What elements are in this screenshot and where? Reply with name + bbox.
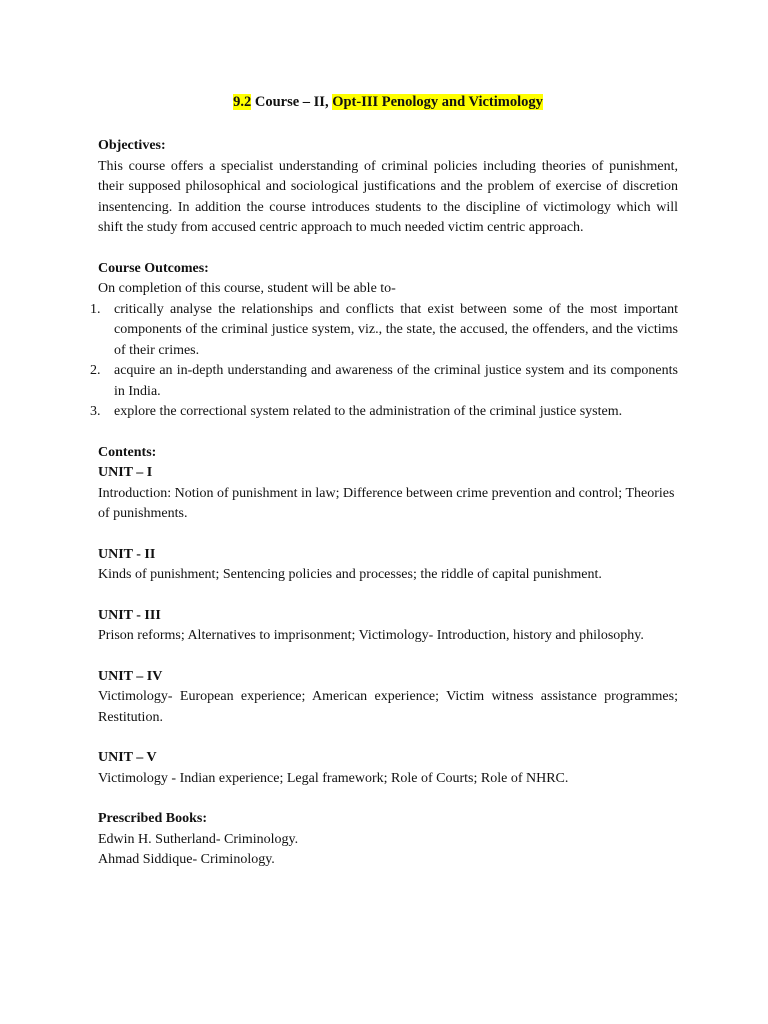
contents-heading: Contents: [98,444,157,460]
outcome-text: critically analyse the relationships and conflicts that exist between some of the most important components of the criminal justice system, viz., the state, the accused, the offenders, and the victims of their crimes. [114,301,678,358]
unit-block [98,545,678,586]
unit-text: Prison reforms; Alternatives to imprisonment; Victimology- Introduction, history and philosophy. [98,628,644,643]
objectives-text: This course offers a specialist understanding of criminal policies including theories of punishment, their supposed philosophical and sociological justifications and the problem of exercise of discretion insentencing. In addition the course introduces students to the discipline of victimology which will shift the study from accused centric approach to much needed victim centric approach. [98,158,678,235]
outcomes-intro: On completion of this course, student will be able to- [98,281,396,296]
course-subject: Opt-III Penology and Victimology [332,94,543,110]
outcome-item [90,402,678,423]
book-item: Edwin H. Sutherland- Criminology. [98,831,299,847]
document-page [90,92,678,871]
outcome-text: explore the correctional system related to the administration of the criminal justice system. [114,404,623,419]
unit-title: UNIT – I [98,465,153,480]
outcome-text: acquire an in-depth understanding and awareness of the criminal justice system and its components in India. [114,363,678,399]
contents-section [98,443,678,790]
outcome-item [90,361,678,402]
unit-text: Kinds of punishment; Sentencing policies and processes; the riddle of capital punishment. [98,567,602,582]
course-label: Course – II, [251,94,333,110]
outcomes-heading: Course Outcomes: [98,260,209,276]
outcomes-list [90,300,678,423]
unit-text: Victimology- European experience; American experience; Victim witness assistance programmes; Restitution. [98,689,678,725]
unit-title: UNIT - III [98,607,161,623]
section-number: 9.2 [233,94,252,110]
unit-text: Introduction: Notion of punishment in law; Difference between crime prevention and control; Theories of punishments. [98,485,675,521]
unit-title: UNIT – IV [98,668,163,684]
books-section [98,809,678,871]
objectives-section [98,136,678,239]
outcome-number: 2. [90,363,101,378]
outcomes-section [90,259,678,423]
outcome-item [90,300,678,362]
book-item: Ahmad Siddique- Criminology. [98,852,275,867]
unit-title: UNIT - II [98,546,156,562]
unit-text: Victimology - Indian experience; Legal framework; Role of Courts; Role of NHRC. [98,770,569,786]
document-title [98,92,678,112]
unit-block [98,748,678,789]
unit-block [98,667,678,729]
unit-block [98,463,678,525]
unit-title: UNIT – V [98,750,157,765]
outcome-number: 1. [90,301,101,317]
objectives-heading: Objectives: [98,138,166,153]
books-heading: Prescribed Books: [98,811,208,826]
outcome-number: 3. [90,404,101,419]
unit-block [98,606,678,647]
